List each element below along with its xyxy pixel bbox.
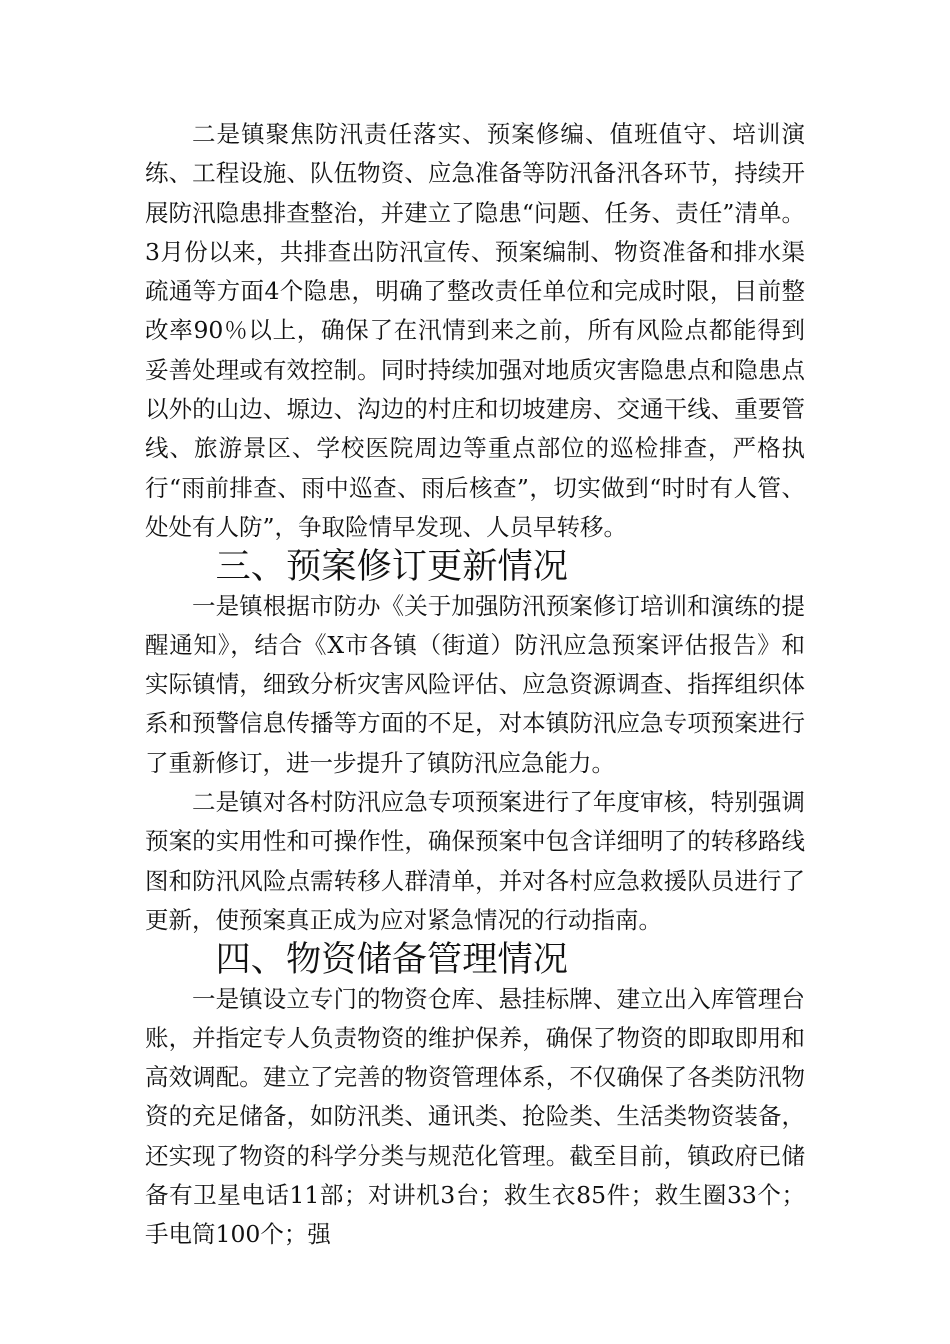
paragraph-plan-revision-1: 一是镇根据市防办《关于加强防汛预案修订培训和演练的提醒通知》，结合《X市各镇（街道）防汛应急预案评估报告》和实际镇情，细致分析灾害风险评估、应急资源调查、指挥组织体系和预警信息传播等方面的不足，对本镇防汛应急专项预案进行了重新修订，进一步提升了镇防汛应急能力。 — [145, 591, 805, 777]
paragraph-flood-hazard-inspection: 二是镇聚焦防汛责任落实、预案修编、值班值守、培训演练、工程设施、队伍物资、应急准备等防汛备汛各环节，持续开展防汛隐患排查整治，并建立了隐患“问题、任务、责任”清单。3月份以来，共排查出防汛宣传、预案编制、物资准备和排水渠疏通等方面4个隐患，明确了整改责任单位和完成时限，目前整改率90％以上，确保了在汛情到来之前，所有风险点都能得到妥善处理或有效控制。同时持续加强对地质灾害隐患点和隐患点以外的山边、塬边、沟边的村庄和切坡建房、交通干线、重要管线、旅游景区、学校医院周边等重点部位的巡检排查，严格执行“雨前排查、雨中巡查、雨后核查”，切实做到“时时有人管、处处有人防”，争取险情早发现、人员早转移。 — [145, 120, 805, 541]
section-heading-material-reserve: 四、物资储备管理情况 — [215, 939, 568, 981]
paragraph-material-reserve-1: 一是镇设立专门的物资仓库、悬挂标牌、建立出入库管理台账，并指定专人负责物资的维护保养，确保了物资的即取即用和高效调配。建立了完善的物资管理体系，不仅确保了各类防汛物资的充足储备，如防汛类、通讯类、抢险类、生活类物资装备，还实现了物资的科学分类与规范化管理。截至目前，镇政府已储备有卫星电话11部；对讲机3台；救生衣85件；救生圈33个；手电筒100个；强 — [145, 984, 805, 1249]
paragraph-plan-revision-2: 二是镇对各村防汛应急专项预案进行了年度审核，特别强调预案的实用性和可操作性，确保预案中包含详细明了的转移路线图和防汛风险点需转移人群清单，并对各村应急救援队员进行了更新，使预案真正成为应对紧急情况的行动指南。 — [145, 788, 805, 934]
document-page — [145, 115, 805, 1255]
section-heading-plan-revision: 三、预案修订更新情况 — [215, 546, 568, 588]
